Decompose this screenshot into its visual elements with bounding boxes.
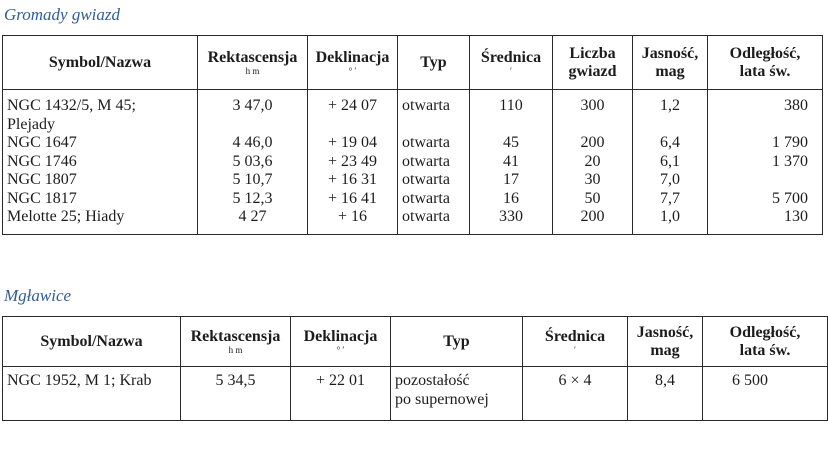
cell-type: otwarta [398, 153, 470, 172]
header-dec-unit: ° ′ [336, 345, 345, 355]
cell-diameter: 110 [470, 90, 553, 116]
table-row [3, 208, 823, 234]
cell-diameter: 41 [470, 153, 553, 172]
cell-distance: 1 790 [708, 134, 823, 153]
header-dec-unit: ° ′ [348, 66, 357, 76]
cell-type [398, 116, 470, 135]
header-magnitude: Jasność, mag [633, 36, 708, 90]
table-row [3, 116, 823, 135]
table-row [3, 153, 823, 172]
cell-ra: 5 34,5 [181, 367, 291, 421]
cell-type: pozostałość po supernowej [391, 367, 523, 421]
cell-magnitude: 7,0 [633, 171, 708, 190]
table-row [3, 90, 823, 116]
cell-distance: 130 [708, 208, 823, 234]
cell-symbol: NGC 1817 [3, 190, 198, 209]
cell-dec: + 24 07 [308, 90, 398, 116]
cell-count: 50 [553, 190, 633, 209]
cell-dec: + 23 49 [308, 153, 398, 172]
cell-symbol: Melotte 25; Hiady [3, 208, 198, 234]
header-distance: Odległość, lata św. [708, 36, 823, 90]
cell-dec: + 16 [308, 208, 398, 234]
cell-diameter: 6 × 4 [523, 367, 628, 421]
table-row [3, 190, 823, 209]
header-distance: Odległość, lata św. [703, 317, 828, 367]
header-count: Liczba gwiazd [553, 36, 633, 90]
cell-count: 30 [553, 171, 633, 190]
cell-magnitude: 7,7 [633, 190, 708, 209]
clusters-header-row [3, 36, 823, 90]
table-row [3, 134, 823, 153]
cell-symbol: NGC 1647 [3, 134, 198, 153]
header-type: Typ [398, 36, 470, 90]
cell-distance: 380 [708, 90, 823, 116]
cell-distance: 5 700 [708, 190, 823, 209]
header-diameter-unit: ′ [510, 66, 512, 76]
cell-diameter: 17 [470, 171, 553, 190]
header-diameter-unit: ′ [574, 345, 576, 355]
cell-diameter: 16 [470, 190, 553, 209]
clusters-table [2, 35, 823, 235]
header-ra: Rektascensja h m [181, 317, 291, 367]
table-row [3, 367, 828, 421]
cell-count [553, 116, 633, 135]
cell-ra: 5 12,3 [198, 190, 308, 209]
header-symbol: Symbol/Nazwa [3, 36, 198, 90]
cell-ra: 3 47,0 [198, 90, 308, 116]
cell-count: 300 [553, 90, 633, 116]
nebulae-title: Mgławice [4, 286, 72, 305]
header-symbol: Symbol/Nazwa [3, 317, 181, 367]
nebulae-table [2, 316, 828, 421]
cell-magnitude: 6,1 [633, 153, 708, 172]
cell-type: otwarta [398, 134, 470, 153]
cell-symbol: NGC 1432/5, M 45; [3, 90, 198, 116]
clusters-title: Gromady gwiazd [4, 5, 121, 24]
cell-ra: 4 27 [198, 208, 308, 234]
header-diameter: Średnica ′ [523, 317, 628, 367]
header-type: Typ [391, 317, 523, 367]
cell-ra: 5 03,6 [198, 153, 308, 172]
header-dec: Deklinacja ° ′ [308, 36, 398, 90]
cell-type: otwarta [398, 171, 470, 190]
cell-ra: 4 46,0 [198, 134, 308, 153]
header-magnitude: Jasność, mag [628, 317, 703, 367]
cell-distance: 6 500 [703, 367, 828, 421]
cell-dec: + 19 04 [308, 134, 398, 153]
cell-count: 200 [553, 208, 633, 234]
header-ra: Rektascensja h m [198, 36, 308, 90]
cell-magnitude: 6,4 [633, 134, 708, 153]
table-row [3, 171, 823, 190]
cell-symbol: NGC 1807 [3, 171, 198, 190]
cell-symbol: NGC 1952, M 1; Krab [3, 367, 181, 421]
cell-diameter: 45 [470, 134, 553, 153]
cell-count: 20 [553, 153, 633, 172]
cell-magnitude: 1,0 [633, 208, 708, 234]
cell-type: otwarta [398, 190, 470, 209]
header-dec: Deklinacja ° ′ [291, 317, 391, 367]
cell-diameter: 330 [470, 208, 553, 234]
header-diameter: Średnica ′ [470, 36, 553, 90]
cell-diameter [470, 116, 553, 135]
cell-symbol: NGC 1746 [3, 153, 198, 172]
cell-type: otwarta [398, 208, 470, 234]
cell-distance [708, 171, 823, 190]
nebulae-header-row [3, 317, 828, 367]
cell-distance: 1 370 [708, 153, 823, 172]
cell-dec: + 16 31 [308, 171, 398, 190]
cell-count: 200 [553, 134, 633, 153]
cell-distance [708, 116, 823, 135]
cell-ra: 5 10,7 [198, 171, 308, 190]
cell-ra [198, 116, 308, 135]
header-ra-unit: h m [228, 345, 243, 355]
cell-dec: + 22 01 [291, 367, 391, 421]
cell-dec [308, 116, 398, 135]
cell-dec: + 16 41 [308, 190, 398, 209]
cell-symbol: Plejady [3, 116, 198, 135]
cell-magnitude [633, 116, 708, 135]
cell-type: otwarta [398, 90, 470, 116]
cell-magnitude: 1,2 [633, 90, 708, 116]
cell-magnitude: 8,4 [628, 367, 703, 421]
header-ra-unit: h m [245, 66, 260, 76]
